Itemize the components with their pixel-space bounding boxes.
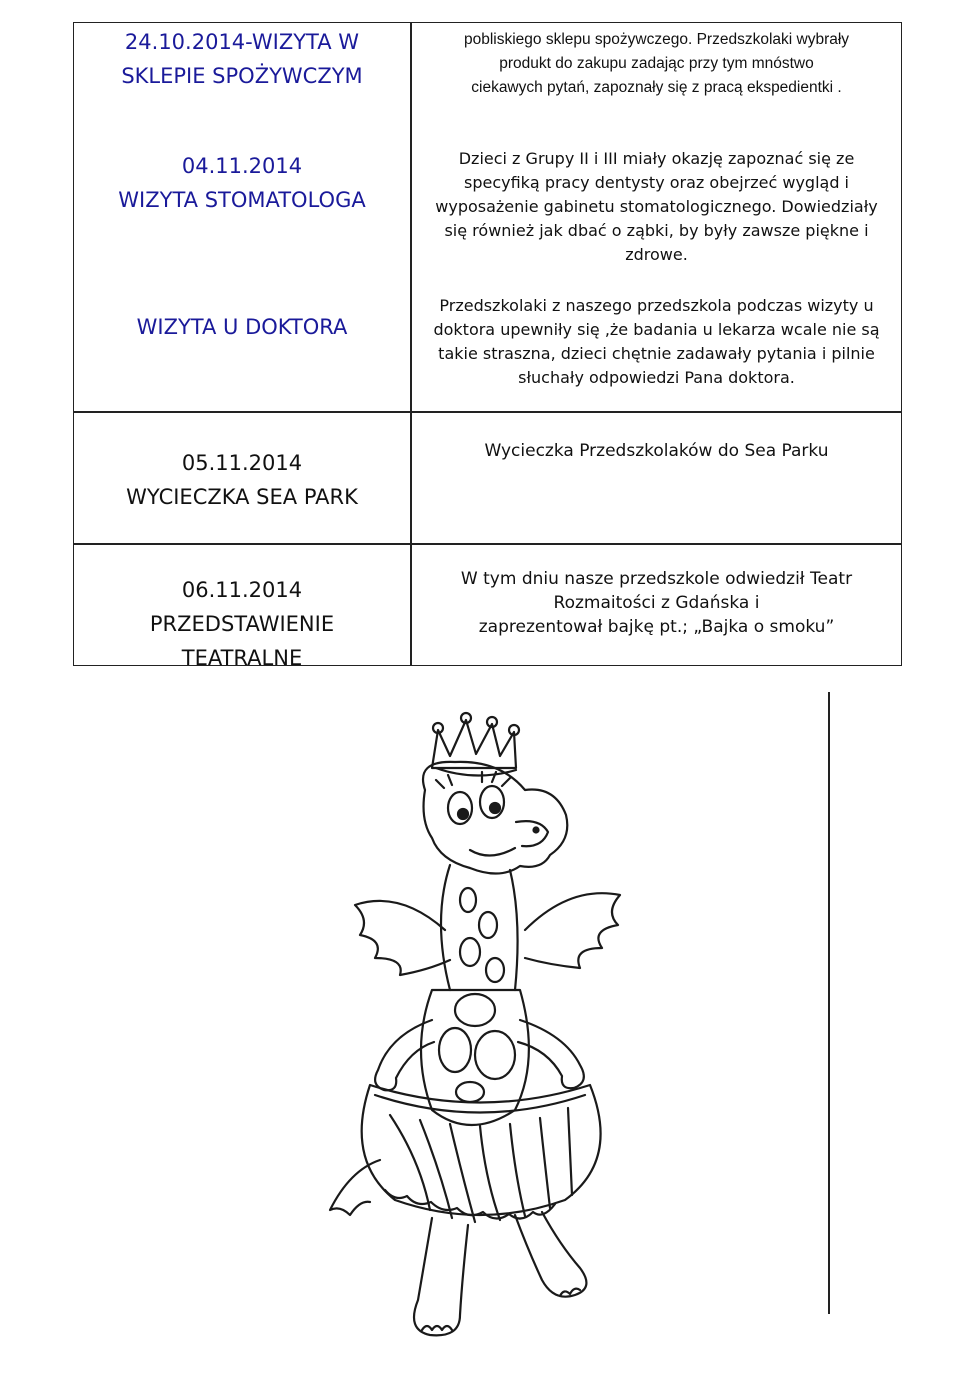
event-desc-shop bbox=[412, 28, 901, 100]
event-desc-dentist bbox=[412, 147, 901, 267]
event-title-line: TEATRALNE bbox=[181, 646, 303, 670]
row-divider bbox=[74, 543, 901, 545]
dragon-drawing bbox=[170, 690, 835, 1380]
event-title-line: WIZYTA U DOKTORA bbox=[136, 315, 348, 339]
event-desc-line: takie straszna, dzieci chętnie zadawały pytania i pilnie bbox=[438, 344, 875, 363]
event-desc-line: ciekawych pytań, zapoznały się z pracą ekspedientki . bbox=[471, 79, 842, 96]
crown bbox=[432, 720, 516, 768]
event-title-line: WYCIECZKA SEA PARK bbox=[126, 485, 358, 509]
event-title-line: WIZYTA STOMATOLOGA bbox=[118, 188, 366, 212]
event-desc-line: zaprezentował bajkę pt.; „Bajka o smoku” bbox=[478, 617, 835, 637]
event-title-line: 04.11.2014 bbox=[181, 154, 303, 178]
event-desc-line: specyfiką pracy dentysty oraz obejrzeć wygląd i bbox=[463, 173, 849, 192]
event-desc-line: słuchały odpowiedzi Pana doktora. bbox=[518, 368, 795, 387]
events-table bbox=[73, 22, 902, 670]
event-desc-line: Dzieci z Grupy II i III miały okazję zapoznać się ze bbox=[458, 149, 855, 168]
tail bbox=[330, 1160, 380, 1215]
left-leg bbox=[414, 1218, 468, 1335]
event-title-line: 06.11.2014 bbox=[181, 578, 303, 602]
event-desc-line: doktora upewniły się ,że badania u lekarza wcale nie są bbox=[433, 320, 880, 339]
event-desc-line: się również jak dbać o ząbki, by były zawsze piękne i bbox=[444, 221, 869, 240]
event-desc-line: wyposażenie gabinetu stomatologicznego. Dowiedziały bbox=[435, 197, 878, 216]
event-desc-doctor bbox=[412, 294, 901, 390]
event-title-doctor bbox=[74, 310, 410, 344]
right-leg bbox=[515, 1212, 586, 1297]
event-desc-seapark bbox=[412, 439, 901, 463]
event-desc-line: produkt do zakupu zadając przy tym mnóstwo bbox=[499, 55, 814, 72]
left-wing bbox=[355, 901, 450, 975]
dragon-princess-illustration bbox=[170, 690, 835, 1380]
right-wing bbox=[525, 893, 620, 968]
event-title-theatre bbox=[74, 573, 410, 675]
event-desc-line: Przedszkolaki z naszego przedszkola podczas wizyty u bbox=[439, 296, 874, 315]
event-desc-line: Rozmaitości z Gdańska i bbox=[553, 593, 760, 613]
event-title-dentist bbox=[74, 149, 410, 217]
event-title-line: SKLEPIE SPOŻYWCZYM bbox=[121, 64, 363, 88]
row-divider bbox=[74, 411, 901, 413]
event-title-shop bbox=[74, 25, 410, 93]
event-desc-line: zdrowe. bbox=[625, 245, 688, 264]
event-desc-theatre bbox=[412, 567, 901, 639]
skirt bbox=[362, 1085, 601, 1215]
event-title-line: 05.11.2014 bbox=[181, 451, 303, 475]
event-desc-line: W tym dniu nasze przedszkole odwiedził Teatr bbox=[460, 569, 853, 589]
event-title-seapark bbox=[74, 446, 410, 514]
event-title-line: 24.10.2014-WIZYTA W bbox=[124, 30, 360, 54]
event-title-line: PRZEDSTAWIENIE bbox=[149, 612, 335, 636]
event-desc-line: pobliskiego sklepu spożywczego. Przedszkolaki wybrały bbox=[463, 31, 850, 48]
event-desc-line: Wycieczka Przedszkolaków do Sea Parku bbox=[484, 441, 829, 461]
